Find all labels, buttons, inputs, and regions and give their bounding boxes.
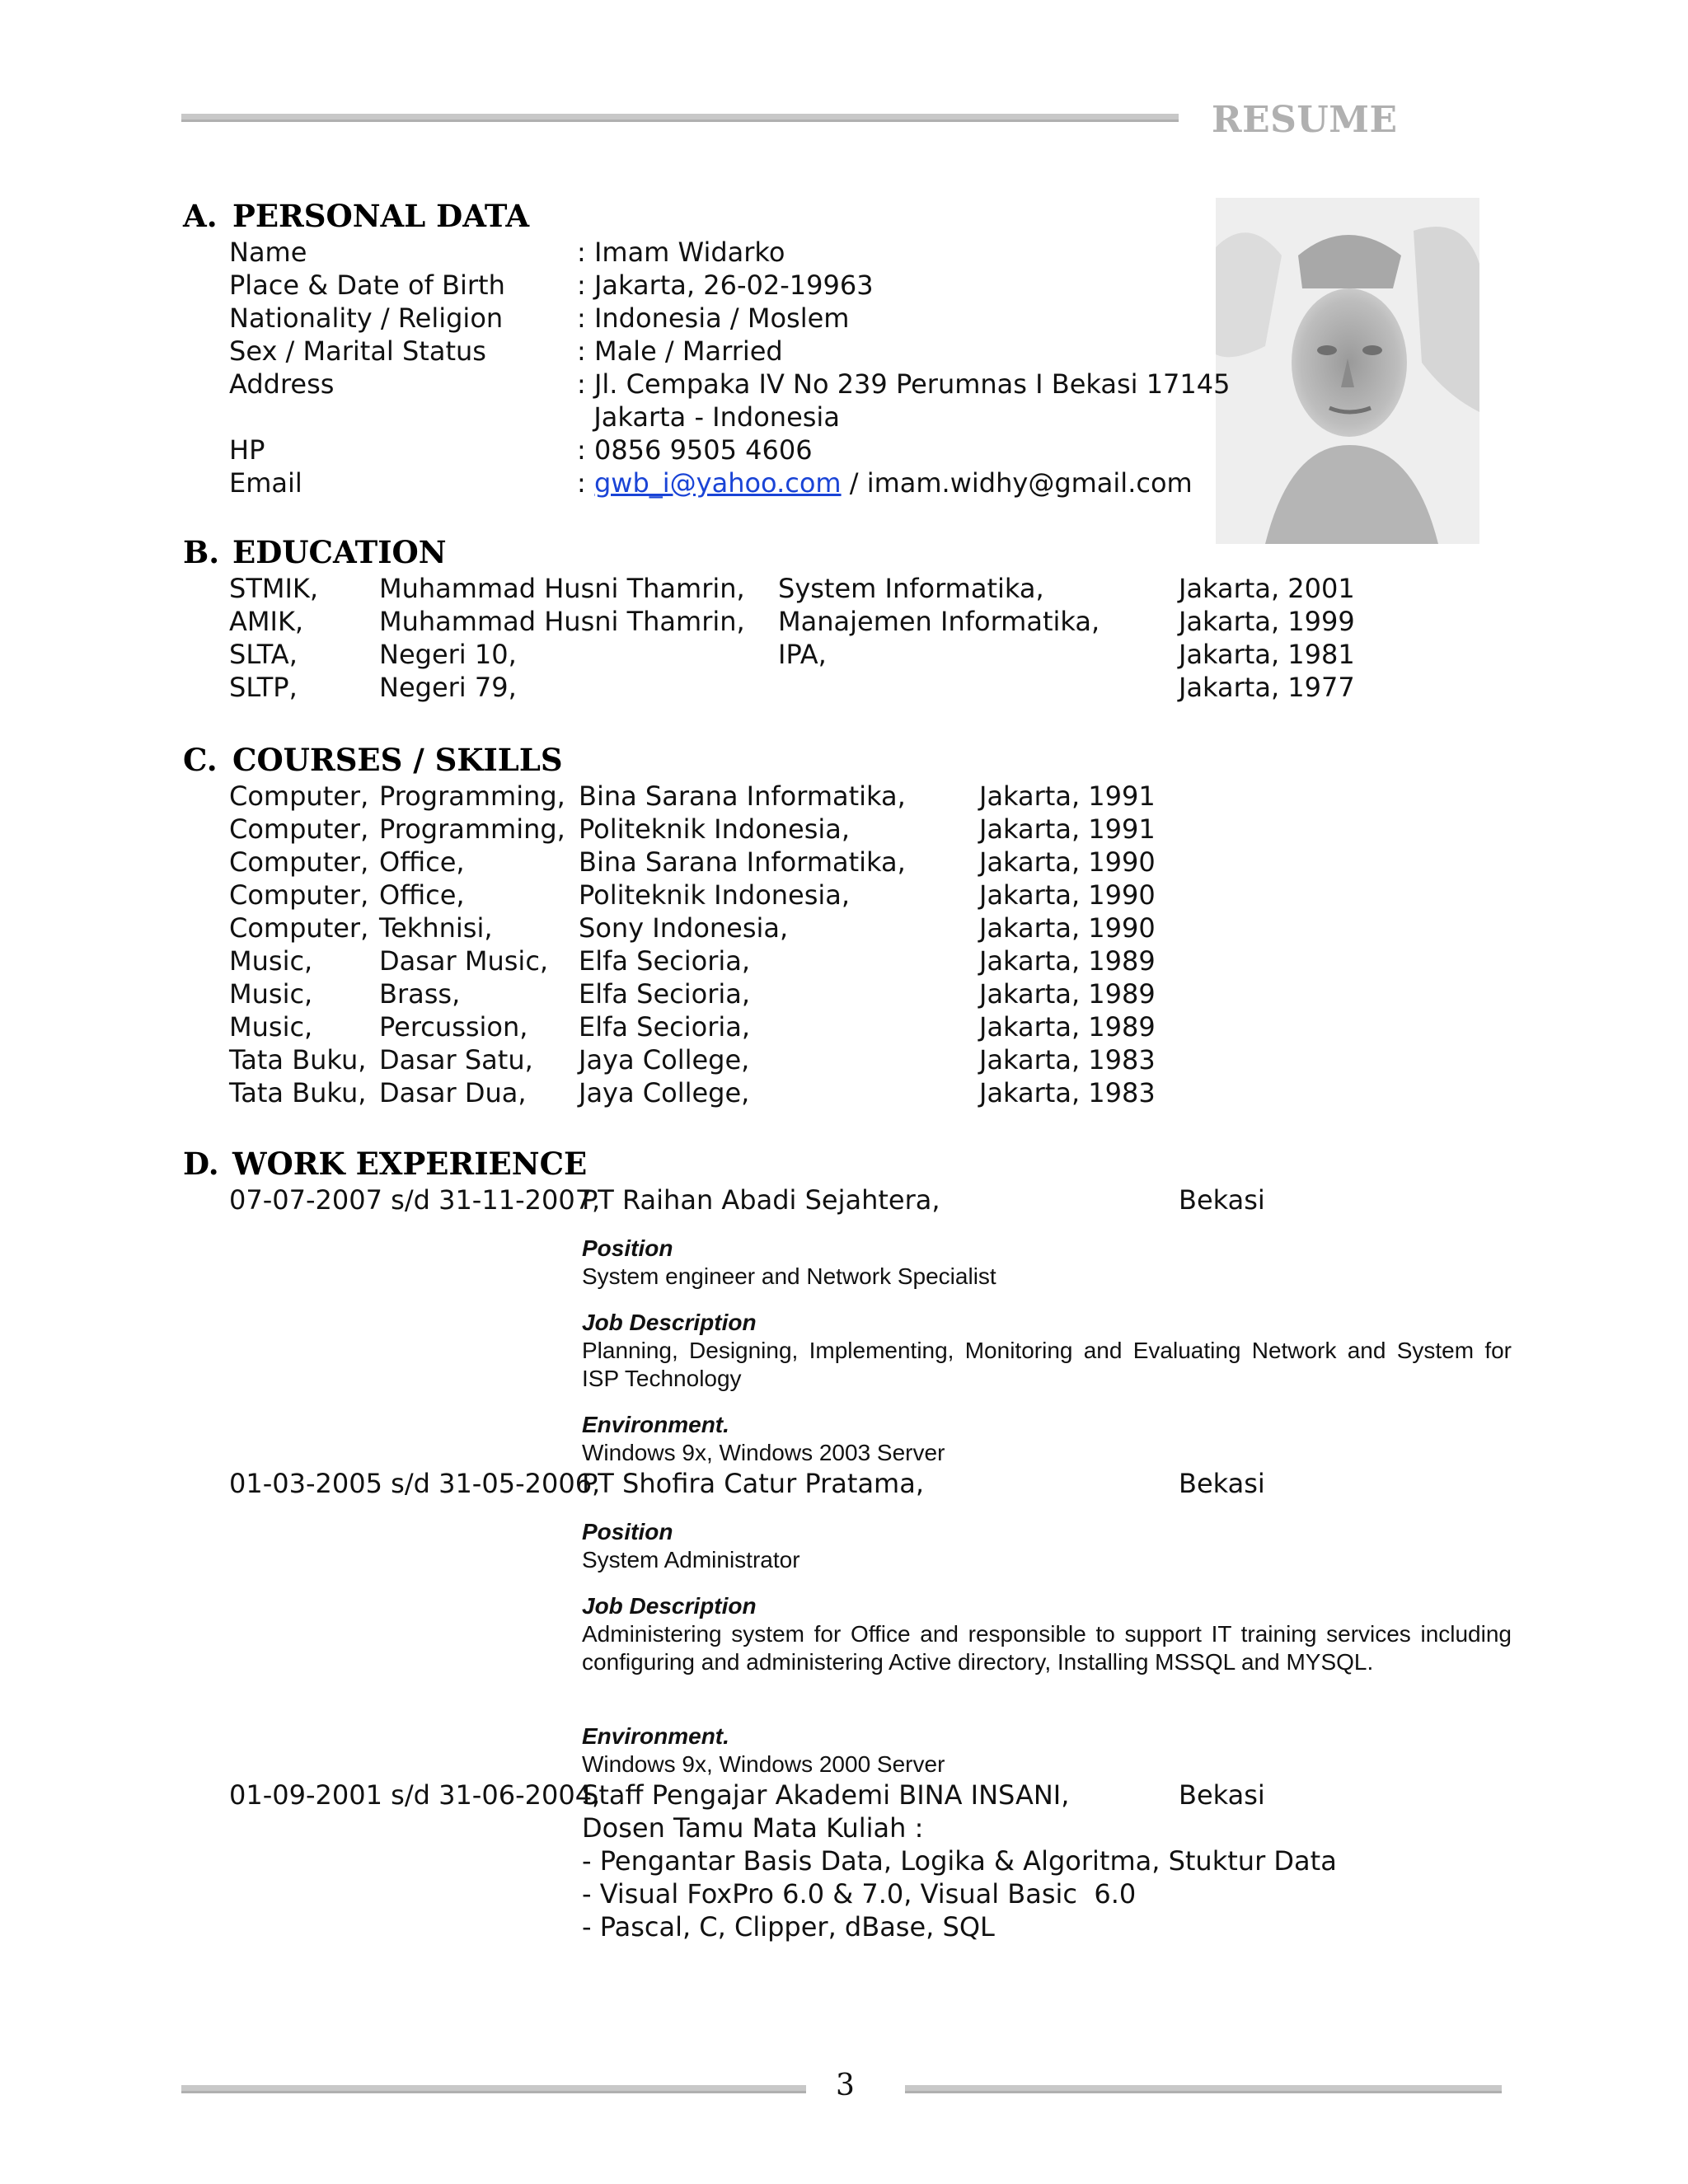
education-row: SLTP, Negeri 79, Jakarta, 1977 <box>229 672 1355 703</box>
work-row <box>229 1779 1383 1811</box>
environment-value: Windows 9x, Windows 2000 Server <box>582 1751 945 1777</box>
work-period: 01-03-2005 s/d 31-05-2006, <box>229 1468 601 1499</box>
section-heading-work-experience: D. WORK EXPERIENCE <box>183 1146 588 1182</box>
course-row: Computer, Programming, Politeknik Indonesia, Jakarta, 1991 <box>229 813 1156 845</box>
position-label: Position <box>582 1235 673 1261</box>
work-row <box>229 1183 1383 1216</box>
education-row: AMIK, Muhammad Husni Thamrin, Manajemen Informatika, Jakarta, 1999 <box>229 606 1355 637</box>
position-value: System Administrator <box>582 1547 800 1572</box>
job-description-label: Job Description <box>582 1310 757 1335</box>
work-period: 01-09-2001 s/d 31-06-2004, <box>229 1779 601 1811</box>
portrait-image <box>1216 198 1479 544</box>
section-heading-personal-data: A. PERSONAL DATA <box>183 198 530 234</box>
personal-row-address <box>229 368 1231 401</box>
work-company: PT Raihan Abadi Sejahtera, <box>582 1184 940 1216</box>
personal-value: : Imam Widarko <box>577 237 785 268</box>
course-row: Computer, Office, Politeknik Indonesia, Jakarta, 1990 <box>229 879 1156 911</box>
position-label: Position <box>582 1519 673 1544</box>
work-company: PT Shofira Catur Pratama, <box>582 1468 924 1499</box>
course-row: Music, Dasar Music, Elfa Secioria, Jakarta, 1989 <box>229 945 1156 977</box>
personal-value: : gwb_i@yahoo.com / imam.widhy@gmail.com <box>577 467 1193 499</box>
personal-label: HP <box>229 434 265 466</box>
course-row: Tata Buku, Dasar Satu, Jaya College, Jakarta, 1983 <box>229 1044 1156 1076</box>
work-city: Bekasi <box>1179 1779 1265 1811</box>
personal-row-hp <box>229 434 1218 466</box>
course-row: Computer, Programming, Bina Sarana Informatika, Jakarta, 1991 <box>229 780 1156 812</box>
personal-row-address-2 <box>229 401 1218 434</box>
teaching-line: - Visual FoxPro 6.0 & 7.0, Visual Basic 6.0 <box>582 1878 1137 1910</box>
job-description-label: Job Description <box>582 1593 757 1619</box>
course-row: Music, Brass, Elfa Secioria, Jakarta, 1989 <box>229 978 1156 1010</box>
position-value: System engineer and Network Specialist <box>582 1263 996 1289</box>
job-description-value: Planning, Designing, Implementing, Monitoring and Evaluating Network and System for ISP Technology <box>582 1338 1512 1391</box>
course-row: Music, Percussion, Elfa Secioria, Jakarta, 1989 <box>229 1011 1156 1043</box>
work-city: Bekasi <box>1179 1468 1265 1499</box>
job-description-value: Administering system for Office and responsible to support IT training services including configuring and administering Active directory, Installing MSSQL and MYSQL. <box>582 1621 1512 1675</box>
personal-label: Nationality / Religion <box>229 302 504 334</box>
work-company: Staff Pengajar Akademi BINA INSANI, <box>582 1779 1070 1811</box>
section-heading-education: B. EDUCATION <box>183 534 447 570</box>
personal-label: Place & Date of Birth <box>229 269 505 301</box>
section-heading-courses: C. COURSES / SKILLS <box>183 742 563 778</box>
personal-value: : 0856 9505 4606 <box>577 434 813 466</box>
personal-row-name <box>229 236 1218 269</box>
course-row: Computer, Tekhnisi, Sony Indonesia, Jakarta, 1990 <box>229 912 1156 944</box>
education-row: SLTA, Negeri 10, IPA, Jakarta, 1981 <box>229 639 1355 670</box>
teaching-line: - Pengantar Basis Data, Logika & Algoritma, Stuktur Data <box>582 1845 1337 1877</box>
personal-value: : Male / Married <box>577 335 783 367</box>
teaching-line: - Pascal, C, Clipper, dBase, SQL <box>582 1911 995 1943</box>
course-row: Computer, Office, Bina Sarana Informatika, Jakarta, 1990 <box>229 846 1156 878</box>
footer-rule-left <box>181 2085 806 2093</box>
resume-title: RESUME <box>1212 99 1398 141</box>
education-row: STMIK, Muhammad Husni Thamrin, System Informatika, Jakarta, 2001 <box>229 573 1355 604</box>
personal-row-sex <box>229 335 1218 368</box>
personal-label: Name <box>229 237 307 268</box>
header-rule <box>181 114 1179 122</box>
teaching-line: Dosen Tamu Mata Kuliah : <box>582 1812 924 1844</box>
personal-row-nationality <box>229 302 1218 335</box>
email-link[interactable]: gwb_i@yahoo.com <box>593 467 842 499</box>
personal-value: Jakarta - Indonesia <box>577 401 840 433</box>
personal-label: Address <box>229 368 335 400</box>
profile-photo <box>1216 198 1479 544</box>
personal-value: : Jl. Cempaka IV No 239 Perumnas I Bekasi 17145 <box>577 368 1231 400</box>
work-row <box>229 1467 1383 1500</box>
personal-value: : Jakarta, 26-02-19963 <box>577 269 874 301</box>
work-period: 07-07-2007 s/d 31-11-2007, <box>229 1184 601 1216</box>
personal-label: Email <box>229 467 302 499</box>
personal-label: Sex / Marital Status <box>229 335 486 367</box>
environment-label: Environment. <box>582 1412 729 1437</box>
course-row: Tata Buku, Dasar Dua, Jaya College, Jakarta, 1983 <box>229 1077 1156 1108</box>
environment-value: Windows 9x, Windows 2003 Server <box>582 1440 945 1465</box>
environment-label: Environment. <box>582 1723 729 1749</box>
personal-value: : Indonesia / Moslem <box>577 302 850 334</box>
personal-row-email <box>229 466 1218 499</box>
footer-rule-right <box>905 2085 1502 2093</box>
page-number: 3 <box>836 2069 855 2102</box>
personal-row-birth <box>229 269 1218 302</box>
work-city: Bekasi <box>1179 1184 1265 1216</box>
